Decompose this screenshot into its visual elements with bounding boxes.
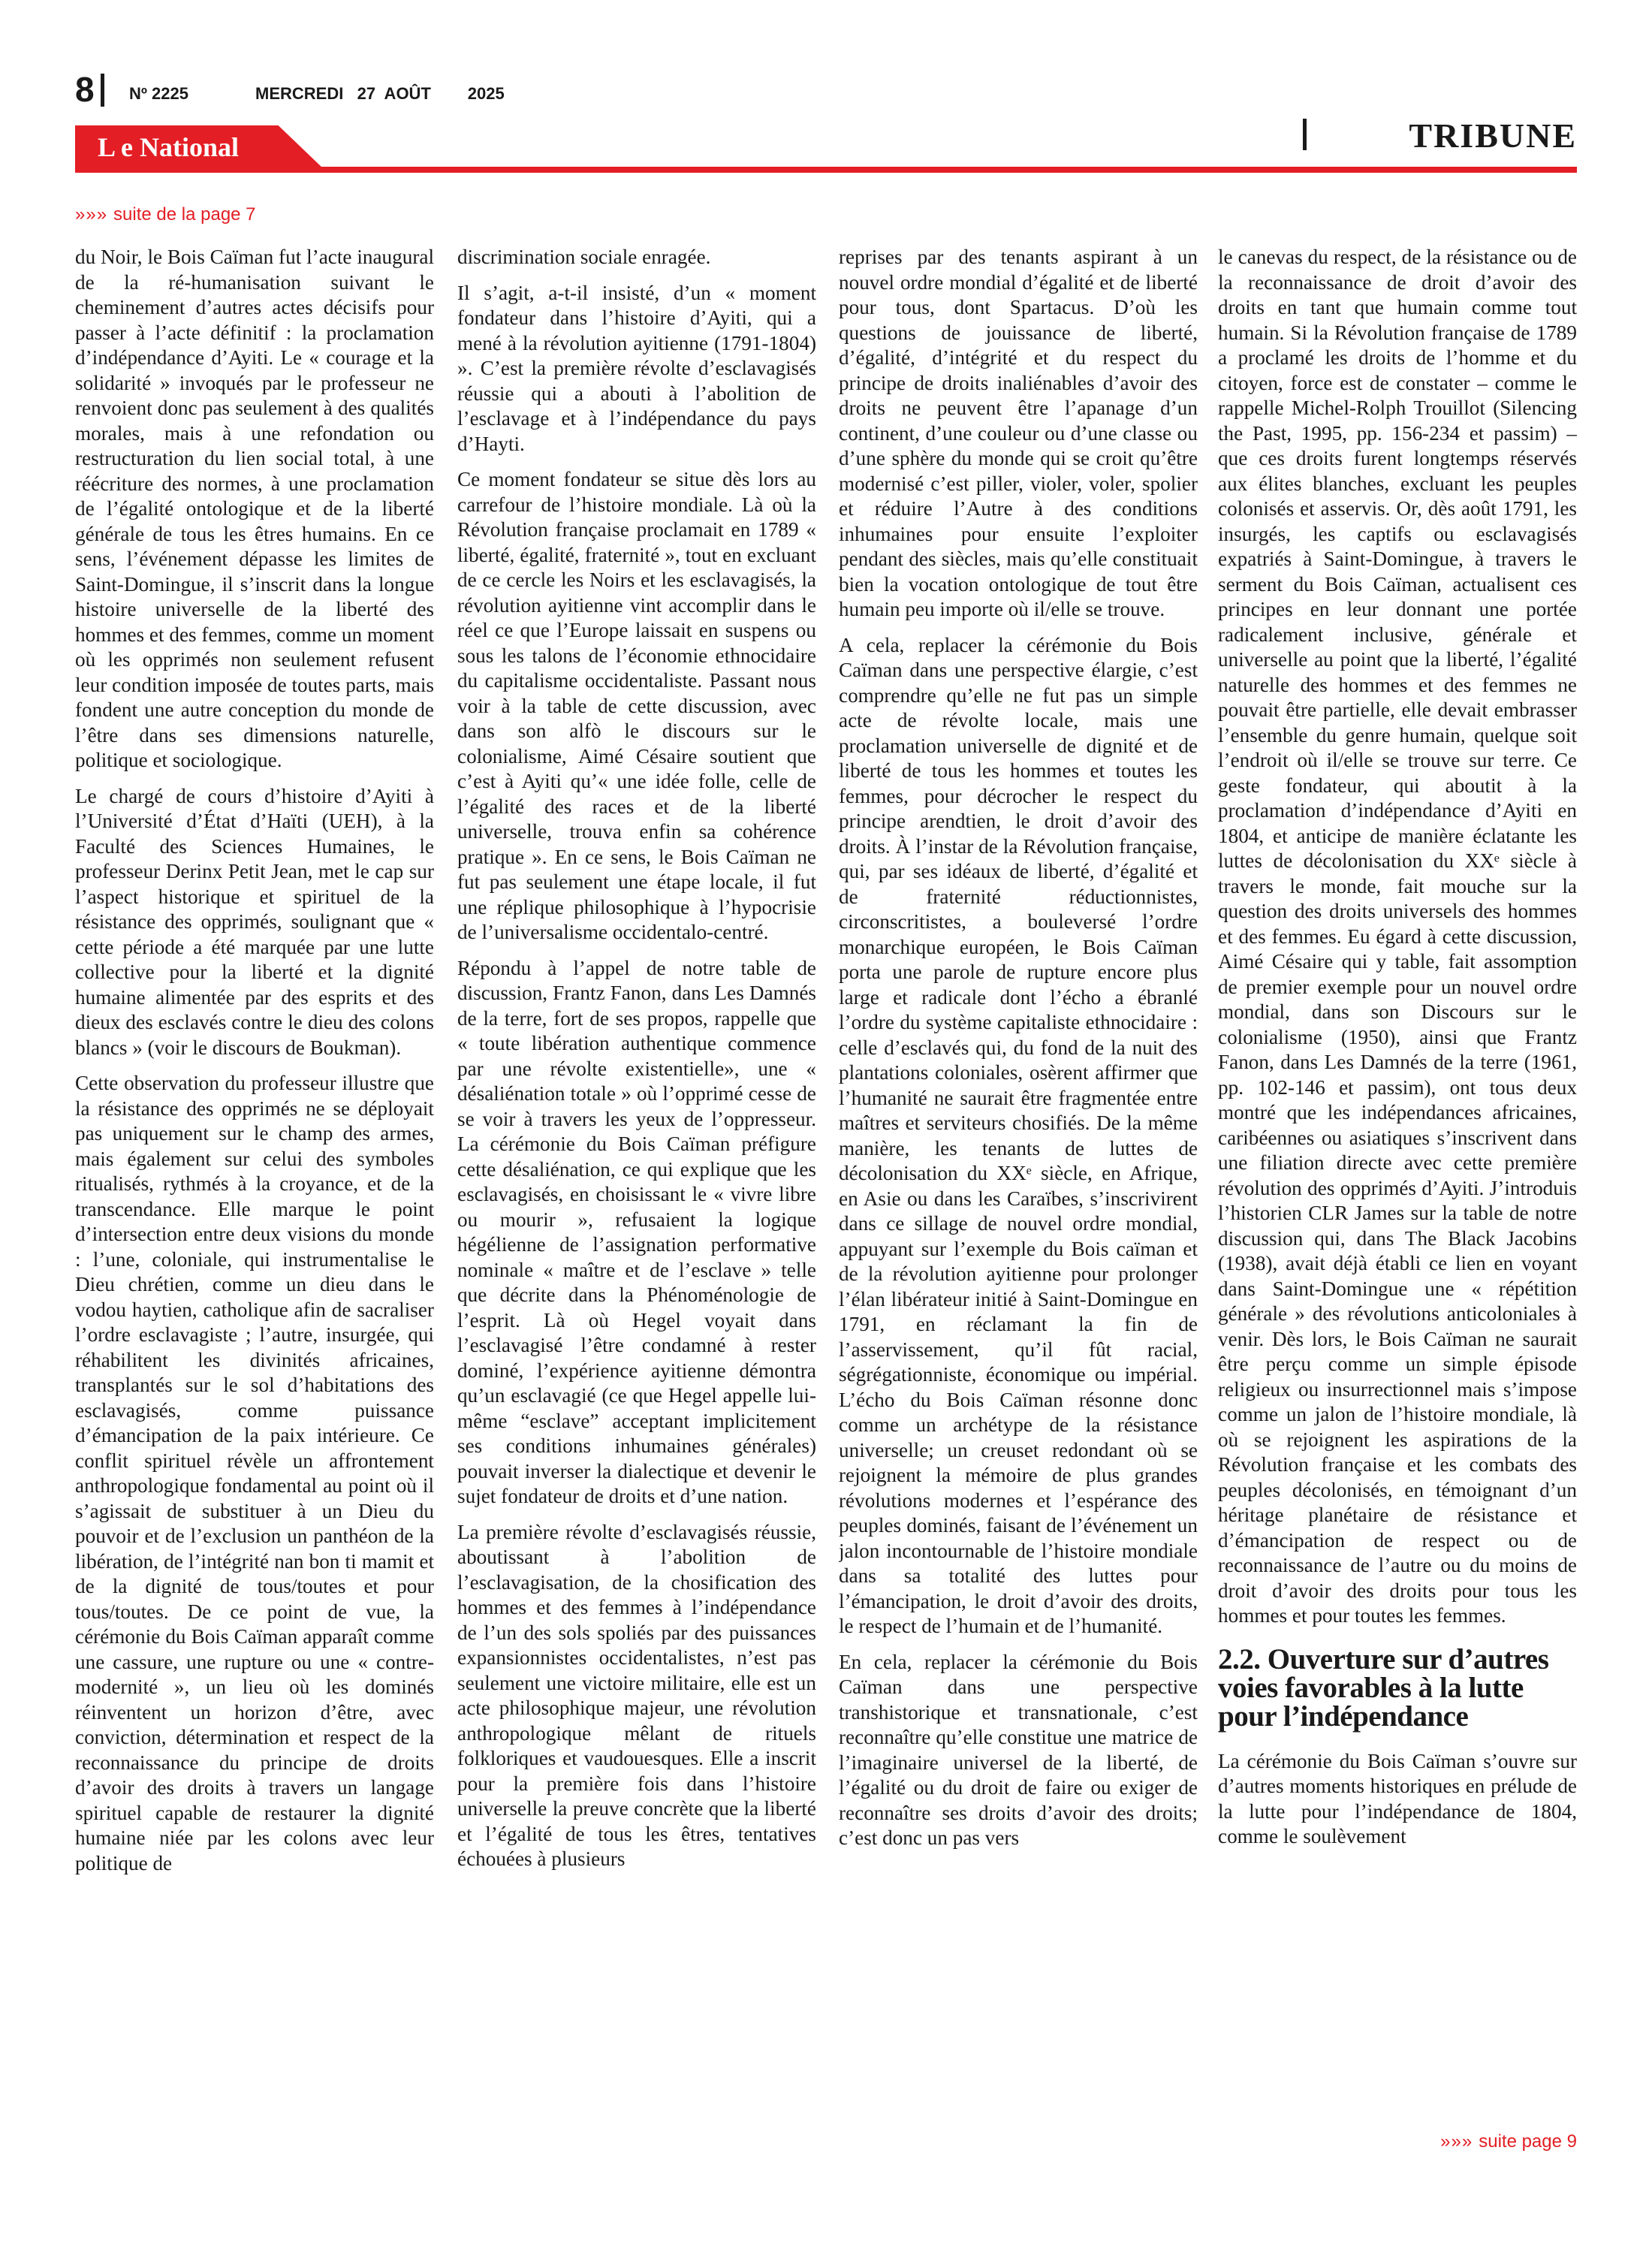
- paragraph: Cette observation du professeur illustre que la résistance des opprimés ne se déployait pas uniquement sur le champ des armes, mais également sur celui des symboles ritualisés, rythmés à la croyance, et de la transcendance. Elle marque le point d’intersection entre deux visions du monde : l’une, coloniale, qui instrumentalise le Dieu chrétien, comme un dieu dans le vodou haytien, catholique afin de sacraliser l’ordre esclavagiste ; l’autre, insurgée, qui réhabilitent les divinités africaines, transplantés sur le sol d’habitations des esclavagisés, comme puissance d’émancipation de la paix intérieure. Ce conflit spirituel révèle un affrontement anthropologique fondamental au point où il s’agissait de substituer à un Dieu du pouvoir et de l’exclusion un panthéon de la libération, de l’intégrité nan bon ti mamit et de la dignité de tous/toutes et pour tous/toutes. De ce point de vue, la cérémonie du Bois Caïman apparaît comme une cassure, une rupture ou une « contre-modernité », un lieu où les dominés réinventent un horizon d’être, avec conviction, détermination et respect de la reconnaissance du principe de droits d’avoir des droits à travers un langage spirituel capable de restaurer la dignité humaine niée par les colons avec leur politique de: [75, 1072, 434, 1874]
- continued-to-text: suite page 9: [1479, 2131, 1577, 2152]
- article-column-1: [75, 245, 434, 2137]
- page-number: 8: [75, 70, 95, 109]
- paragraph: La cérémonie du Bois Caïman s’ouvre sur d’autres moments historiques en prélude de la lutte pour l’indépendance de 1804, comme le soulèvement: [1218, 1749, 1577, 1847]
- paragraph: La première révolte d’esclavagisés réussie, aboutissant à l’abolition de l’esclavagisation, de la chosification des hommes et des femmes à l’indépendance de l’un des sols spoliés par des puissances expansionnistes occidentalistes, n’est pas seulement une victoire militaire, elle est un acte philosophique majeur, une révolution anthropologique mêlant de rituels folkloriques et vaudouesques. Elle a inscrit pour la première fois dans l’histoire universelle la preuve concrète que la liberté et l’égalité de tous les êtres, tentatives échouées à plusieurs: [457, 1520, 816, 1870]
- paragraph: Le chargé de cours d’histoire d’Ayiti à l’Université d’État d’Haïti (UEH), à la Faculté des Sciences Humaines, le professeur Derinx Petit Jean, met le cap sur l’aspect historique et spirituel de la résistance des opprimés, soulignant que « cette période a été marquée par une lutte collective pour la liberté et la dignité humaine alimentée par des esprits et des dieux des esclavés contre le dieu des colons blancs » (voir le discours de Boukman).: [75, 784, 434, 1059]
- paragraph: le canevas du respect, de la résistance ou de la reconnaissance de droit d’avoir des droits en tant que humain comme tout humain. Si la Révolution française de 1789 a proclamé les droits de l’homme et du citoyen, force est de constater – comme le rappelle Michel-Rolph Trouillot (Silencing the Past, 1995, pp. 156-234 et passim) – que ces droits furent longtemps réservés aux élites blanches, excluant les peuples colonisés et asservis. Or, dès août 1791, les insurgés, les captifs ou esclavagisés expatriés à Saint-Domingue, à travers le serment du Bois Caïman, actualisent ces principes en leur donnant une portée radicalement inclusive, générale et universelle au point que la liberté, l’égalité naturelle des hommes et des femmes ne pouvait être partielle, elle devait embrasser l’ensemble du genre humain, quelque soit l’endroit où il/elle se trouve sur terre. Ce geste fondateur, qui aboutit à la proclamation d’indépendance d’Ayiti en 1804, et anticipe de manière éclatante les luttes de décolonisation du XXᵉ siècle à travers le monde, fait mouche sur la question des droits universels des hommes et des femmes. Eu égard à cette discussion, Aimé Césaire qui y table, fait assomption de premier exemple pour un nouvel ordre mondial, dans son Discours sur le colonialisme (1950), ainsi que Frantz Fanon, dans Les Damnés de la terre (1961, pp. 102-146 et passim), ont tous deux montré que les indépendances africaines, caribéennes ou asiatiques s’inscrivent dans une filiation directe avec cette première révolution des opprimés d’Ayiti. J’introduis l’historien CLR James sur la table de notre discussion qui, dans The Black Jacobins (1938), avait déjà établi ce lien en voyant dans Saint-Domingue une « répétition générale » des révolutions anticoloniales à venir. Dès lors, le Bois Caïman ne saurait être perçu comme un simple épisode religieux ou insurrectionnel mais s’impose comme un jalon de l’histoire mondiale, là où se rejoignent les aspirations de la Révolution française et les combats des peuples décolonisés, en témoignant d’un héritage planétaire de résistance et d’émancipation de respect ou de reconnaissance de l’autre ou du moins de droit d’avoir des droits pour tous les hommes et pour toutes les femmes.: [1218, 246, 1577, 1627]
- article-column-2: [457, 245, 816, 2137]
- paragraph: En cela, replacer la cérémonie du Bois Caïman dans une perspective transhistorique et transnationale, c’est reconnaître qu’elle constitue une matrice de l’imaginaire universel de la liberté, de l’égalité ou du droit de faire ou exiger de reconnaître ses droits d’avoir des droits; c’est donc un pas vers: [839, 1650, 1198, 1849]
- article-column-3: [839, 245, 1198, 2137]
- continued-from[interactable]: [75, 204, 256, 225]
- section-title: TRIBUNE: [1409, 116, 1577, 155]
- section-subheading: 2.2. Ouverture sur d’autres voies favorables à la lutte pour l’indépendance: [1218, 1642, 1549, 1733]
- header-rule: [75, 167, 1577, 173]
- paragraph: A cela, replacer la cérémonie du Bois Caïman dans une perspective élargie, c’est comprendre qu’elle ne fut pas un simple acte de révolte locale, mais une proclamation universelle de dignité et de liberté de tous les hommes et toutes les femmes, pour décrocher le respect du principe arendtien, le droit d’avoir des droits. À l’instar de la Révolution française, qui, par ses idéaux de liberté, d’égalité et de fraternité réductionnistes, circonscritistes, a bouleversé l’ordre monarchique européen, le Bois Caïman porta une parole de rupture encore plus large et radicale dont l’écho a ébranlé l’ordre du système capitaliste ethnocidaire : celle d’esclavés qui, du fond de la nuit des plantations coloniales, osèrent affirmer que l’humanité ne saurait être fragmentée entre maîtres et serviteurs chosifiés. De la même manière, les tenants de luttes de décolonisation du XXᵉ siècle, en Afrique, en Asie ou dans les Caraïbes, s’inscrivirent dans ce sillage de nouvel ordre mondial, appuyant sur l’exemple du Bois caïman et de la révolution ayitienne pour prolonger l’élan libérateur initié à Saint-Domingue en 1791, en réclamant la fin de l’asservissement, qu’il fût racial, ségrégationniste, économique ou impérial. L’écho du Bois Caïman résonne donc comme un archétype de la résistance universelle; un creuset redondant où se rejoignent la mémoire de plus grandes révolutions modernes et l’espérance des peuples dominés, faisant de l’événement un jalon incontournable de l’histoire mondiale dans sa totalité des luttes pour l’émancipation, le droit d’avoir des droits, le respect de l’humain et de l’humanité.: [839, 633, 1198, 1637]
- paragraph: discrimination sociale enragée.: [457, 246, 711, 268]
- section-divider: [1303, 119, 1307, 150]
- paragraph: du Noir, le Bois Caïman fut l’acte inaugural de la ré-humanisation suivant le cheminement d’autres actes décisifs pour passer à l’acte définitif : la proclamation d’indépendance d’Ayiti. Le « courage et la solidarité » invoqués par le professeur ne renvoient donc pas seulement à des qualités morales, mais à une refondation ou restructuration du lien social total, à une réécriture des normes, à une proclamation de l’égalité ontologique et de la liberté générale de tous les êtres humains. En ce sens, l’événement dépasse les limites de Saint-Domingue, il s’inscrit dans la longue histoire universelle de la liberté des hommes et des femmes, comme un moment où les opprimés non seulement refusent leur condition imposée de toutes parts, mais fondent une autre conception du monde de l’être dans ses dimensions naturelle, politique et sociologique.: [75, 246, 434, 771]
- paragraph: reprises par des tenants aspirant à un nouvel ordre mondial d’égalité et de liberté pour tous, dont Spartacus. D’où les questions de jouissance de liberté, d’égalité, d’intégrité et du respect du principe de droits inaliénables d’avoir des droits ne peuvent être l’apanage d’un continent, d’une couleur ou d’une classe ou d’une sphère du monde qui se croit qu’être modernisé c’est piller, violer, voler, spolier et réduire l’Autre à des conditions inhumaines pour ensuite l’exploiter pendant des siècles, mais qu’elle constituait bien la vocation ontologique de tout être humain peu importe où il/elle se trouve.: [839, 246, 1198, 620]
- paragraph: Répondu à l’appel de notre table de discussion, Frantz Fanon, dans Les Damnés de la terre, fort de ses propos, rappelle que « toute libération authentique commence par une révolte existentielle», une « désaliénation totale » où l’opprimé cesse de se voir à travers les yeux de l’oppresseur. La cérémonie du Bois Caïman préfigure cette désaliénation, ce qui explique que les esclavagisés, en choisissant le « vivre libre ou mourir », refusaient la logique hégélienne de l’assignation performative nominale « maître et de l’esclave » telle que décrite dans la Phénoménologie de l’esprit. Là où Hegel voyait dans l’esclavagisé l’être condamné à rester dominé, l’expérience ayitienne démontra qu’un esclavagié (ce que Hegel appelle lui-même “esclave” acceptant implicitement ses conditions inhumaines générales) pouvait inverser la dialectique et devenir le sujet fondateur de droits et d’une nation.: [457, 956, 816, 1507]
- article-column-4: [1218, 245, 1577, 2137]
- paragraph: Ce moment fondateur se situe dès lors au carrefour de l’histoire mondiale. Là où la Révolution française proclamait en 1789 « liberté, égalité, fraternité », tout en excluant de ce cercle les Noirs et les esclavagisés, la révolution ayitienne vint accomplir dans le réel ce que l’Europe laissait en suspens ou sous les talons de l’économie ethnocidaire du capitalisme occidentaliste. Passant nous voir à la table de cette discussion, avec dans son alfò le discours sur le colonialisme, Aimé Césaire soutient que c’est à Ayiti qu’« une idée folle, celle de l’égalité des races et de la liberté universelle, trouva enfin sa cohérence pratique ». En ce sens, le Bois Caïman ne fut pas seulement une étape locale, il fut une réplique philosophique à l’hypocrisie de l’universalisme occidentalo-centré.: [457, 468, 816, 943]
- header-divider: [101, 74, 104, 107]
- issue-number: Nº 2225: [129, 84, 188, 103]
- continued-to-arrows: »»»: [1440, 2131, 1473, 2152]
- paragraph: Il s’agit, a-t-il insisté, d’un « moment fondateur dans l’histoire d’Ayiti, qui a mené à la révolution ayitienne (1791-1804) ». C’est la première révolte d’esclavagisés réussie qui a abouti à l’abolition de l’esclavage et à l’indépendance du pays d’Hayti.: [457, 281, 816, 455]
- brand-logo: L e National: [98, 132, 240, 162]
- issue-date: MERCREDI 27 AOÛT 2025: [255, 84, 505, 103]
- continued-from-arrows: »»»: [75, 204, 108, 225]
- continued-from-text: suite de la page 7: [113, 204, 256, 225]
